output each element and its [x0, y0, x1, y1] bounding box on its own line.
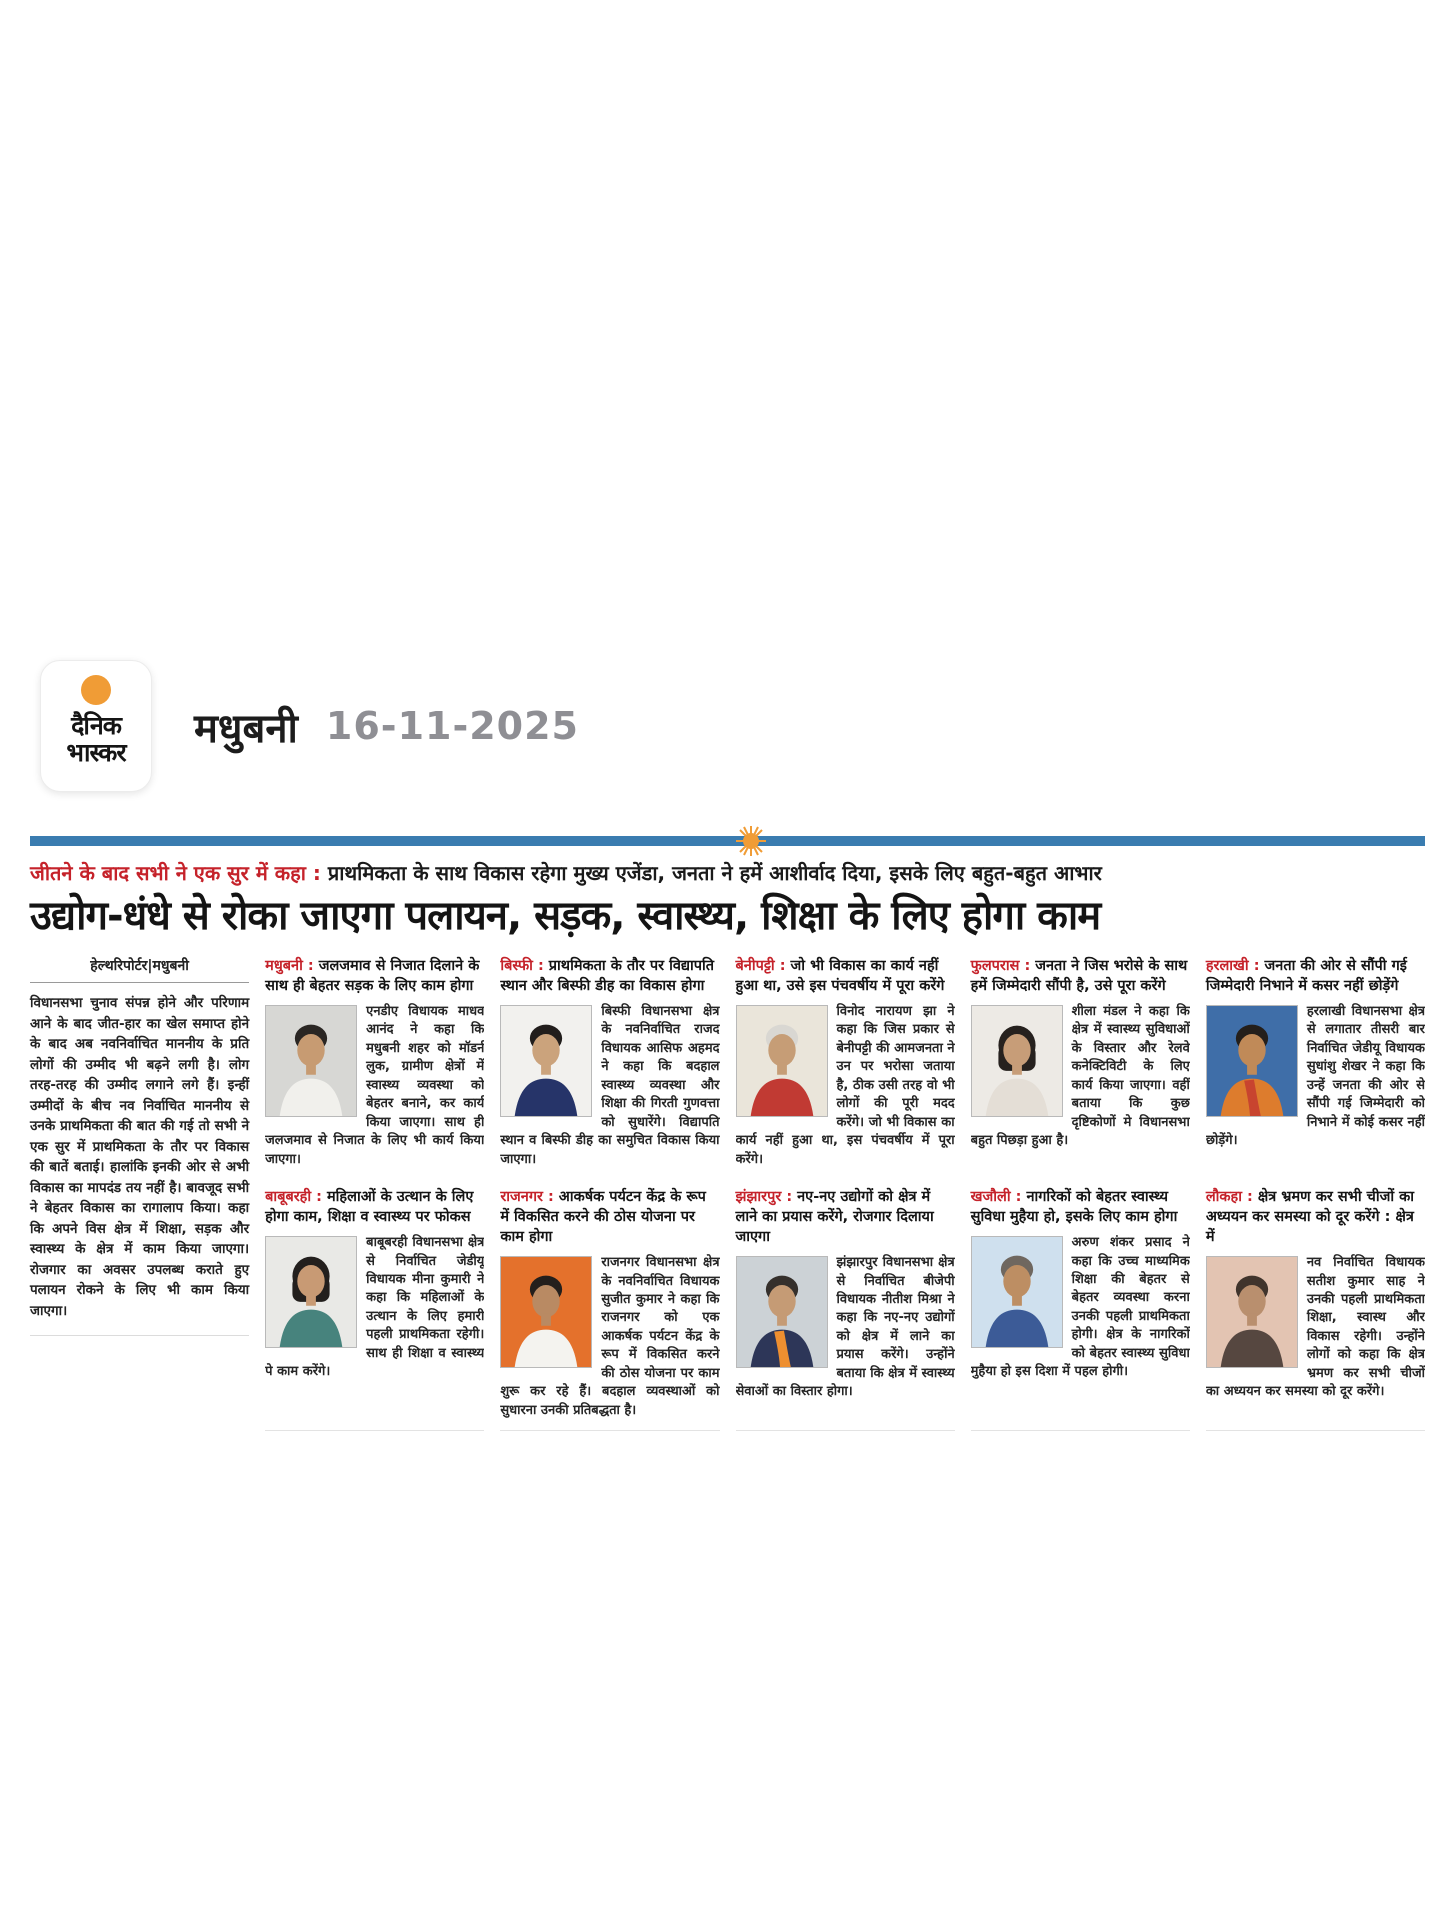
sun-icon [81, 675, 111, 705]
block-place: झंझारपुर : [735, 1189, 793, 1206]
article-grid [30, 956, 1425, 1431]
publication-date: 16-11-2025 [325, 704, 579, 748]
block-title: आकर्षक पर्यटन केंद्र के रूप में विकसित करने की ठोस योजना पर काम होगा [500, 1189, 706, 1246]
news-block-bisfi [500, 956, 719, 1169]
block-body: अरुण शंकर प्रसाद ने कहा कि उच्च माध्यमिक शिक्षा की बेहतर से बेहतर व्यवस्था करना उनकी पहली प्राथमिकता होगी। क्षेत्र के नागरिकों को बेहतर स्वास्थ्य सुविधा मुहैया हो इस दिशा में पहल होगी। [970, 1235, 1190, 1380]
block-body: बिस्फी विधानसभा क्षेत्र के नवनिर्वाचित राजद विधायक आसिफ अहमद ने कहा कि बदहाल स्वास्थ्य व्यवस्था और शिक्षा की गिरती गुणवत्ता को सुधारेंगे। विद्यापति स्थान व बिस्फी डीह का समुचित विकास किया जाएगा। [500, 1004, 720, 1167]
news-block-babubarhi [265, 1187, 484, 1431]
politician-photo [971, 1236, 1063, 1348]
block-place: राजनगर : [500, 1189, 554, 1206]
politician-photo [500, 1005, 592, 1117]
dainik-bhaskar-logo[interactable] [40, 660, 152, 792]
block-body: बाबूबरही विधानसभा क्षेत्र से निर्वाचित जेडीयू विधायक मीना कुमारी ने कहा कि महिलाओं के उत्थान के लिए हमारी पहली प्राथमिकता रहेगी। साथ ही शिक्षा व स्वास्थ्य पे काम करेंगे। [265, 1235, 485, 1380]
block-title: नए-नए उद्योगों को क्षेत्र में लाने का प्रयास करेंगे, रोजगार दिलाया जाएगा [735, 1189, 934, 1246]
block-title: जनता की ओर से सौंपी गई जिम्मेदारी निभाने में कसर नहीं छोड़ेंगे [1205, 958, 1407, 994]
blue-rule [30, 836, 1425, 846]
news-block-khajauli [971, 1187, 1190, 1431]
block-place: बिस्फी : [500, 958, 544, 974]
block-body: एनडीए विधायक माधव आनंद ने कहा कि मधुबनी शहर को मॉडर्न लुक, ग्रामीण क्षेत्रों में स्वास्थ्य व्यवस्था को बेहतर बनाने, कर कार्य किया जाएगा। साथ ही जलजमाव से निजात के लिए भी कार्य किया जाएगा। [265, 1004, 485, 1167]
news-block-rajnagar [500, 1187, 719, 1431]
block-title: जलजमाव से निजात दिलाने के साथ ही बेहतर सड़क के लिए काम होगा [265, 958, 480, 994]
block-title: जनता ने जिस भरोसे के साथ हमें जिम्मेदारी सौंपी है, उसे पूरा करेंगे [970, 958, 1188, 994]
politician-photo [736, 1256, 828, 1368]
block-place: फुलपरास : [970, 958, 1031, 974]
block-title: जो भी विकास का कार्य नहीं हुआ था, उसे इस पंचवर्षीय में पूरा करेंगे [735, 958, 945, 994]
block-body: राजनगर विधानसभा क्षेत्र के नवनिर्वाचित विधायक सुजीत कुमार ने कहा कि राजनगर को एक आकर्षक पर्यटन केंद्र के रूप में विकसित करने की ठोस योजना पर काम शुरू कर रहे हैं। बदहाल व्यवस्थाओं को सुधारना उनकी प्रतिबद्धता है। [500, 1255, 720, 1418]
block-body: हरलाखी विधानसभा क्षेत्र से लगातार तीसरी बार निर्वाचित जेडीयू विधायक सुधांशु शेखर ने कहा कि उन्हें जनता की ओर से सौंपी गई जिम्मेदारी को निभाने में कोई कसर नहीं छोड़ेंगे। [1205, 1004, 1425, 1149]
app-header [40, 660, 579, 792]
block-title: प्राथमिकता के तौर पर विद्यापति स्थान और बिस्फी डीह का विकास होगा [500, 958, 715, 994]
politician-photo [1206, 1256, 1298, 1368]
block-place: बाबूबरही : [265, 1189, 322, 1206]
masthead-divider [30, 836, 1425, 846]
politician-photo [971, 1005, 1063, 1117]
politician-photo [500, 1256, 592, 1368]
block-title: महिलाओं के उत्थान के लिए होगा काम, शिक्षा व स्वास्थ्य पर फोकस [265, 1189, 474, 1226]
block-body: झंझारपुर विधानसभा क्षेत्र से निर्वाचित बीजेपी विधायक नीतीश मिश्रा ने कहा कि नए-नए उद्योगों को क्षेत्र में लाने का प्रयास करेंगे। उन्होंने बताया कि क्षेत्र में स्वास्थ्य सेवाओं का विस्तार होगा। [735, 1255, 955, 1400]
block-place: लौकहा : [1205, 1189, 1253, 1206]
block-body: शीला मंडल ने कहा कि क्षेत्र में स्वास्थ्य सुविधाओं के विस्तार और रेलवे कनेक्टिविटी के लिए कार्य किया जाएगा। वहीं बताया कि कुछ दृष्टिकोणों मे विधानसभा बहुत पिछड़ा हुआ है। [970, 1004, 1190, 1149]
byline: हेल्थरिपोर्टर|मधुबनी [30, 956, 249, 983]
news-block-laukaha [1206, 1187, 1425, 1431]
sunburst-icon [730, 825, 772, 857]
edition-title: मधुबनी [194, 705, 298, 752]
newspaper-clipping [30, 810, 1425, 1431]
kicker-line [30, 860, 1425, 886]
intro-column [30, 956, 249, 1431]
intro-body: विधानसभा चुनाव संपन्न होने और परिणाम आने के बाद जीत-हार का खेल समाप्त होने के बाद अब नवनिर्वाचित माननीय के प्रति लोगों की उम्मीद भी बढ़ने लगी है। लोग तरह-तरह की उम्मीद लगाने लगे हैं। इन्हीं उम्मीदों के बीच नव निर्वाचित माननीय से उनके प्राथमिकता की बात की गई तो सभी ने एक सुर में प्राथमिकता के तौर पर विकास की बातें बताई। हालांकि इनकी ओर से अभी विकास का मापदंड तय नहीं है। बावजूद सभी ने बेहतर विकास का रागालाप किया। कहा कि अपने विस क्षेत्र में शिक्षा, सड़क और स्वास्थ्य के क्षेत्र में काम किया जाएगा। रोजगार का अवसर उपलब्ध कराते हुए पलायन रोकने के लिए भी काम किया जाएगा। [30, 993, 249, 1336]
politician-photo [736, 1005, 828, 1117]
block-place: हरलाखी : [1205, 958, 1260, 974]
main-headline: उद्योग-धंधे से रोका जाएगा पलायन, सड़क, स्वास्थ्य, शिक्षा के लिए होगा काम [30, 893, 1101, 939]
block-place: खजौली : [970, 1189, 1022, 1206]
kicker-rest: प्राथमिकता के साथ विकास रहेगा मुख्य एजेंडा, जनता ने हमें आशीर्वाद दिया, इसके लिए बहुत-बहुत आभार [320, 861, 1102, 885]
news-block-benipatti [736, 956, 955, 1169]
news-block-harlakhi [1206, 956, 1425, 1169]
block-place: मधुबनी : [265, 958, 314, 974]
block-title: नागरिकों को बेहतर स्वास्थ्य सुविधा मुहैया हो, इसके लिए काम होगा [970, 1189, 1178, 1226]
block-body: विनोद नारायण झा ने कहा कि जिस प्रकार से बेनीपट्टी की आमजनता ने उन पर भरोसा जताया है, ठीक उसी तरह वो भी लोगों की पूरी मदद करेंगे। जो भी विकास का कार्य नहीं हुआ था, इस पंचवर्षीय में पूरा करेंगे। [735, 1004, 955, 1167]
logo-text-line1: दैनिक [71, 711, 121, 740]
block-place: बेनीपट्टी : [735, 958, 786, 974]
politician-photo [265, 1236, 357, 1348]
kicker-lead: जीतने के बाद सभी ने एक सुर में कहा : [30, 861, 321, 885]
news-block-jhanjharpur [736, 1187, 955, 1431]
politician-photo [265, 1005, 357, 1117]
politician-photo [1206, 1005, 1298, 1117]
news-block-madhubani [265, 956, 484, 1169]
news-block-phulparas [971, 956, 1190, 1169]
block-body: नव निर्वाचित विधायक सतीश कुमार साह ने उनकी पहली प्राथमिकता शिक्षा, स्वास्थ और विकास रहेगी। उन्होंने लोगों को कहा कि क्षेत्र भ्रमण कर सभी चीजों का अध्ययन कर समस्या को दूर करेंगे। [1205, 1255, 1425, 1400]
logo-text-line2: भास्कर [66, 737, 126, 767]
block-title: क्षेत्र भ्रमण कर सभी चीजों का अध्ययन कर समस्या को दूर करेंगे : क्षेत्र में [1205, 1189, 1415, 1246]
